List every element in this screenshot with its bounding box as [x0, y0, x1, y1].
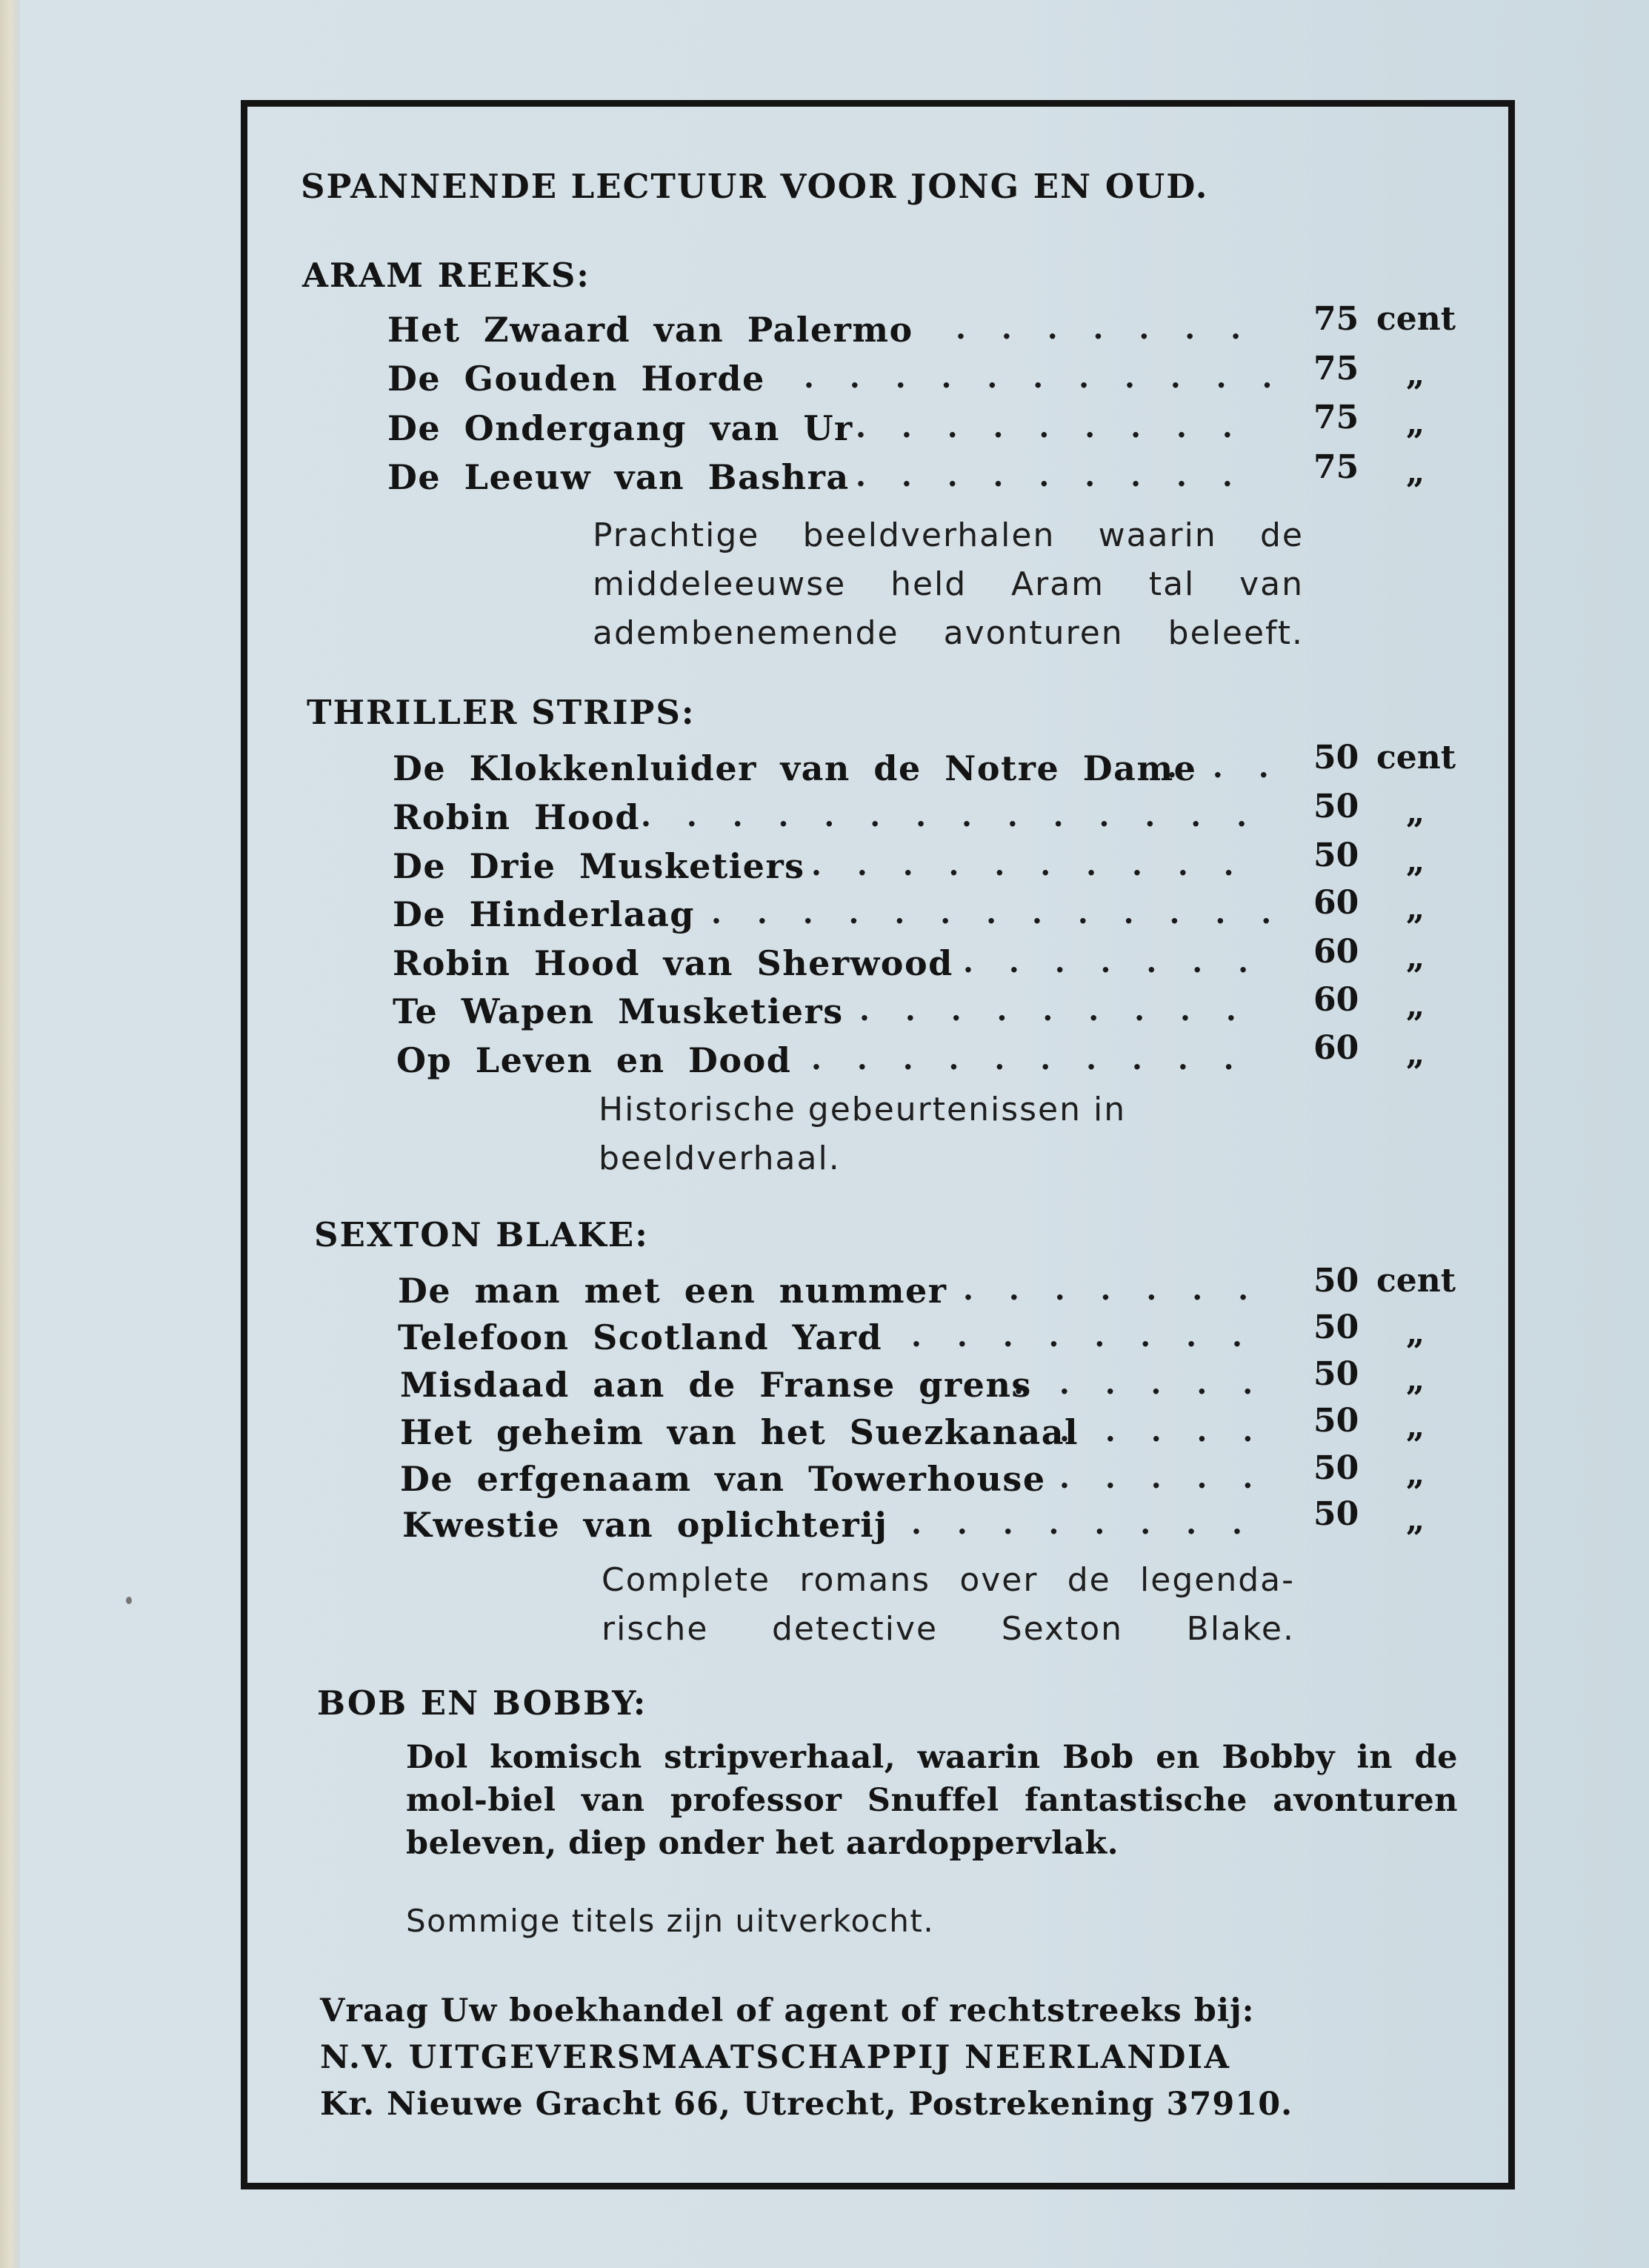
dot-leader: . . .	[1167, 750, 1282, 784]
section-title-bob-en-bobby: BOB EN BOBBY:	[317, 1683, 647, 1723]
item-title: Telefoon Scotland Yard	[398, 1317, 883, 1357]
dot-leader: . . . . . . . . .	[859, 993, 1249, 1027]
item-price: 75	[1313, 399, 1359, 436]
section-description	[593, 511, 1304, 658]
item-unit: „	[1406, 1455, 1425, 1493]
item-title: De Drie Musketiers	[393, 846, 805, 886]
dot-leader: . . . . . . .	[963, 1272, 1262, 1306]
dot-leader: . . . . . . . . . . . . . .	[641, 799, 1259, 833]
item-unit: „	[1406, 794, 1425, 831]
description-line: rische detective Sexton Blake.	[602, 1610, 1295, 1648]
item-price: 60	[1313, 884, 1359, 922]
section-description	[602, 1556, 1295, 1654]
item-price: 50	[1313, 837, 1359, 874]
bob-en-bobby-description: Dol komisch stripverhaal, waarin Bob en Bobby in de mol-biel van professor Snuffel fantastische avonturen beleven, diep onder het aardoppervlak.	[406, 1739, 1458, 1862]
item-unit: „	[1406, 1501, 1425, 1539]
item-title: De Leeuw van Bashra	[387, 457, 850, 497]
description-line: beeldverhaal.	[599, 1140, 841, 1177]
item-title: De erfgenaam van Towerhouse	[400, 1459, 1046, 1499]
item-price: 75	[1313, 300, 1359, 338]
item-unit: „	[1406, 405, 1425, 442]
item-price: 75	[1313, 448, 1359, 486]
section-description	[599, 1085, 1236, 1183]
order-instructions	[320, 1988, 1293, 2128]
dot-leader: . . . . . . . .	[911, 1319, 1255, 1353]
description-line: Prachtige beeldverhalen waarin de	[593, 516, 1304, 554]
item-title: De man met een nummer	[398, 1271, 947, 1311]
item-title: Het geheim van het Suezkanaal	[400, 1412, 1079, 1452]
description-line: middeleeuwse held Aram tal van	[593, 565, 1304, 603]
item-price: 50	[1313, 788, 1359, 825]
item-price: 75	[1313, 350, 1359, 388]
item-price: 50	[1313, 739, 1359, 776]
item-title: Het Zwaard van Palermo	[387, 310, 913, 350]
item-title: De Klokkenluider van de Notre Dame	[393, 748, 1197, 788]
dot-leader: . . . . .	[1059, 1414, 1266, 1448]
publisher-name: N.V. UITGEVERSMAATSCHAPPIJ NEERLANDIA	[320, 2039, 1231, 2076]
dot-leader: . . . . . . . . . .	[811, 848, 1247, 882]
item-price: 60	[1313, 933, 1359, 971]
item-price: 50	[1313, 1262, 1359, 1300]
description-line: Complete romans over de legenda-	[602, 1561, 1295, 1599]
dot-leader: . . . . . . . . . . .	[804, 360, 1285, 394]
item-unit: cent	[1376, 739, 1456, 776]
dot-leader: . . . . . . . . .	[856, 410, 1245, 444]
item-title: Kwestie van oplichterij	[402, 1505, 888, 1545]
item-price: 50	[1313, 1449, 1359, 1487]
dot-leader: . . . . . .	[1013, 1366, 1266, 1400]
dot-leader: . . . . . . . . .	[856, 459, 1245, 493]
item-unit: „	[1406, 987, 1425, 1025]
sold-out-note: Sommige titels zijn uitverkocht.	[406, 1903, 935, 1939]
dot-leader: . . . . .	[1059, 1460, 1266, 1494]
description-line: Historische gebeurtenissen in	[599, 1091, 1127, 1128]
item-title: Robin Hood van Sherwood	[393, 943, 953, 983]
item-price: 60	[1313, 1029, 1359, 1067]
item-unit: „	[1406, 356, 1425, 393]
dot-leader: . . . . . . . . . .	[811, 1042, 1247, 1076]
dot-leader: . . . . . . .	[963, 945, 1262, 979]
description-line: adembenemende avonturen beleeft.	[593, 614, 1304, 652]
dot-leader: . . . . . . . .	[911, 1506, 1255, 1540]
item-title: De Ondergang van Ur	[387, 408, 853, 448]
item-price: 60	[1313, 981, 1359, 1019]
publisher-address: Kr. Nieuwe Gracht 66, Utrecht, Postrekening 37910.	[320, 2086, 1293, 2123]
section-title-aram-reeks: ARAM REEKS:	[302, 256, 590, 295]
footer-line: Vraag Uw boekhandel of agent of rechtstreeks bij:	[320, 1992, 1255, 2029]
section-title-sexton-blake: SEXTON BLAKE:	[314, 1215, 649, 1254]
page-heading: SPANNENDE LECTUUR VOOR JONG EN OUD.	[301, 167, 1209, 206]
paper-speck	[126, 1597, 132, 1604]
item-unit: „	[1406, 890, 1425, 928]
item-unit: „	[1406, 842, 1425, 880]
dot-leader: . . . . . . .	[956, 311, 1254, 345]
item-unit: cent	[1376, 1262, 1456, 1300]
item-price: 50	[1313, 1402, 1359, 1440]
item-unit: „	[1406, 1361, 1425, 1399]
item-unit: „	[1406, 1314, 1425, 1352]
item-price: 50	[1313, 1355, 1359, 1393]
item-price: 50	[1313, 1495, 1359, 1533]
item-unit: „	[1406, 1035, 1425, 1073]
item-unit: cent	[1376, 300, 1456, 338]
book-spine-edge	[0, 0, 19, 2268]
item-title: De Hinderlaag	[393, 894, 695, 934]
item-title: Op Leven en Dood	[396, 1040, 792, 1080]
item-title: Robin Hood	[393, 797, 640, 837]
item-title: De Gouden Horde	[387, 359, 765, 399]
item-unit: „	[1406, 453, 1425, 491]
dot-leader: . . . . . . . . . . . . .	[711, 896, 1285, 930]
item-title: Te Wapen Musketiers	[393, 991, 844, 1031]
item-price: 50	[1313, 1308, 1359, 1346]
section-title-thriller-strips: THRILLER STRIPS:	[307, 693, 696, 732]
item-unit: „	[1406, 939, 1425, 977]
item-title: Misdaad aan de Franse grens	[400, 1365, 1032, 1405]
item-unit: „	[1406, 1408, 1425, 1446]
